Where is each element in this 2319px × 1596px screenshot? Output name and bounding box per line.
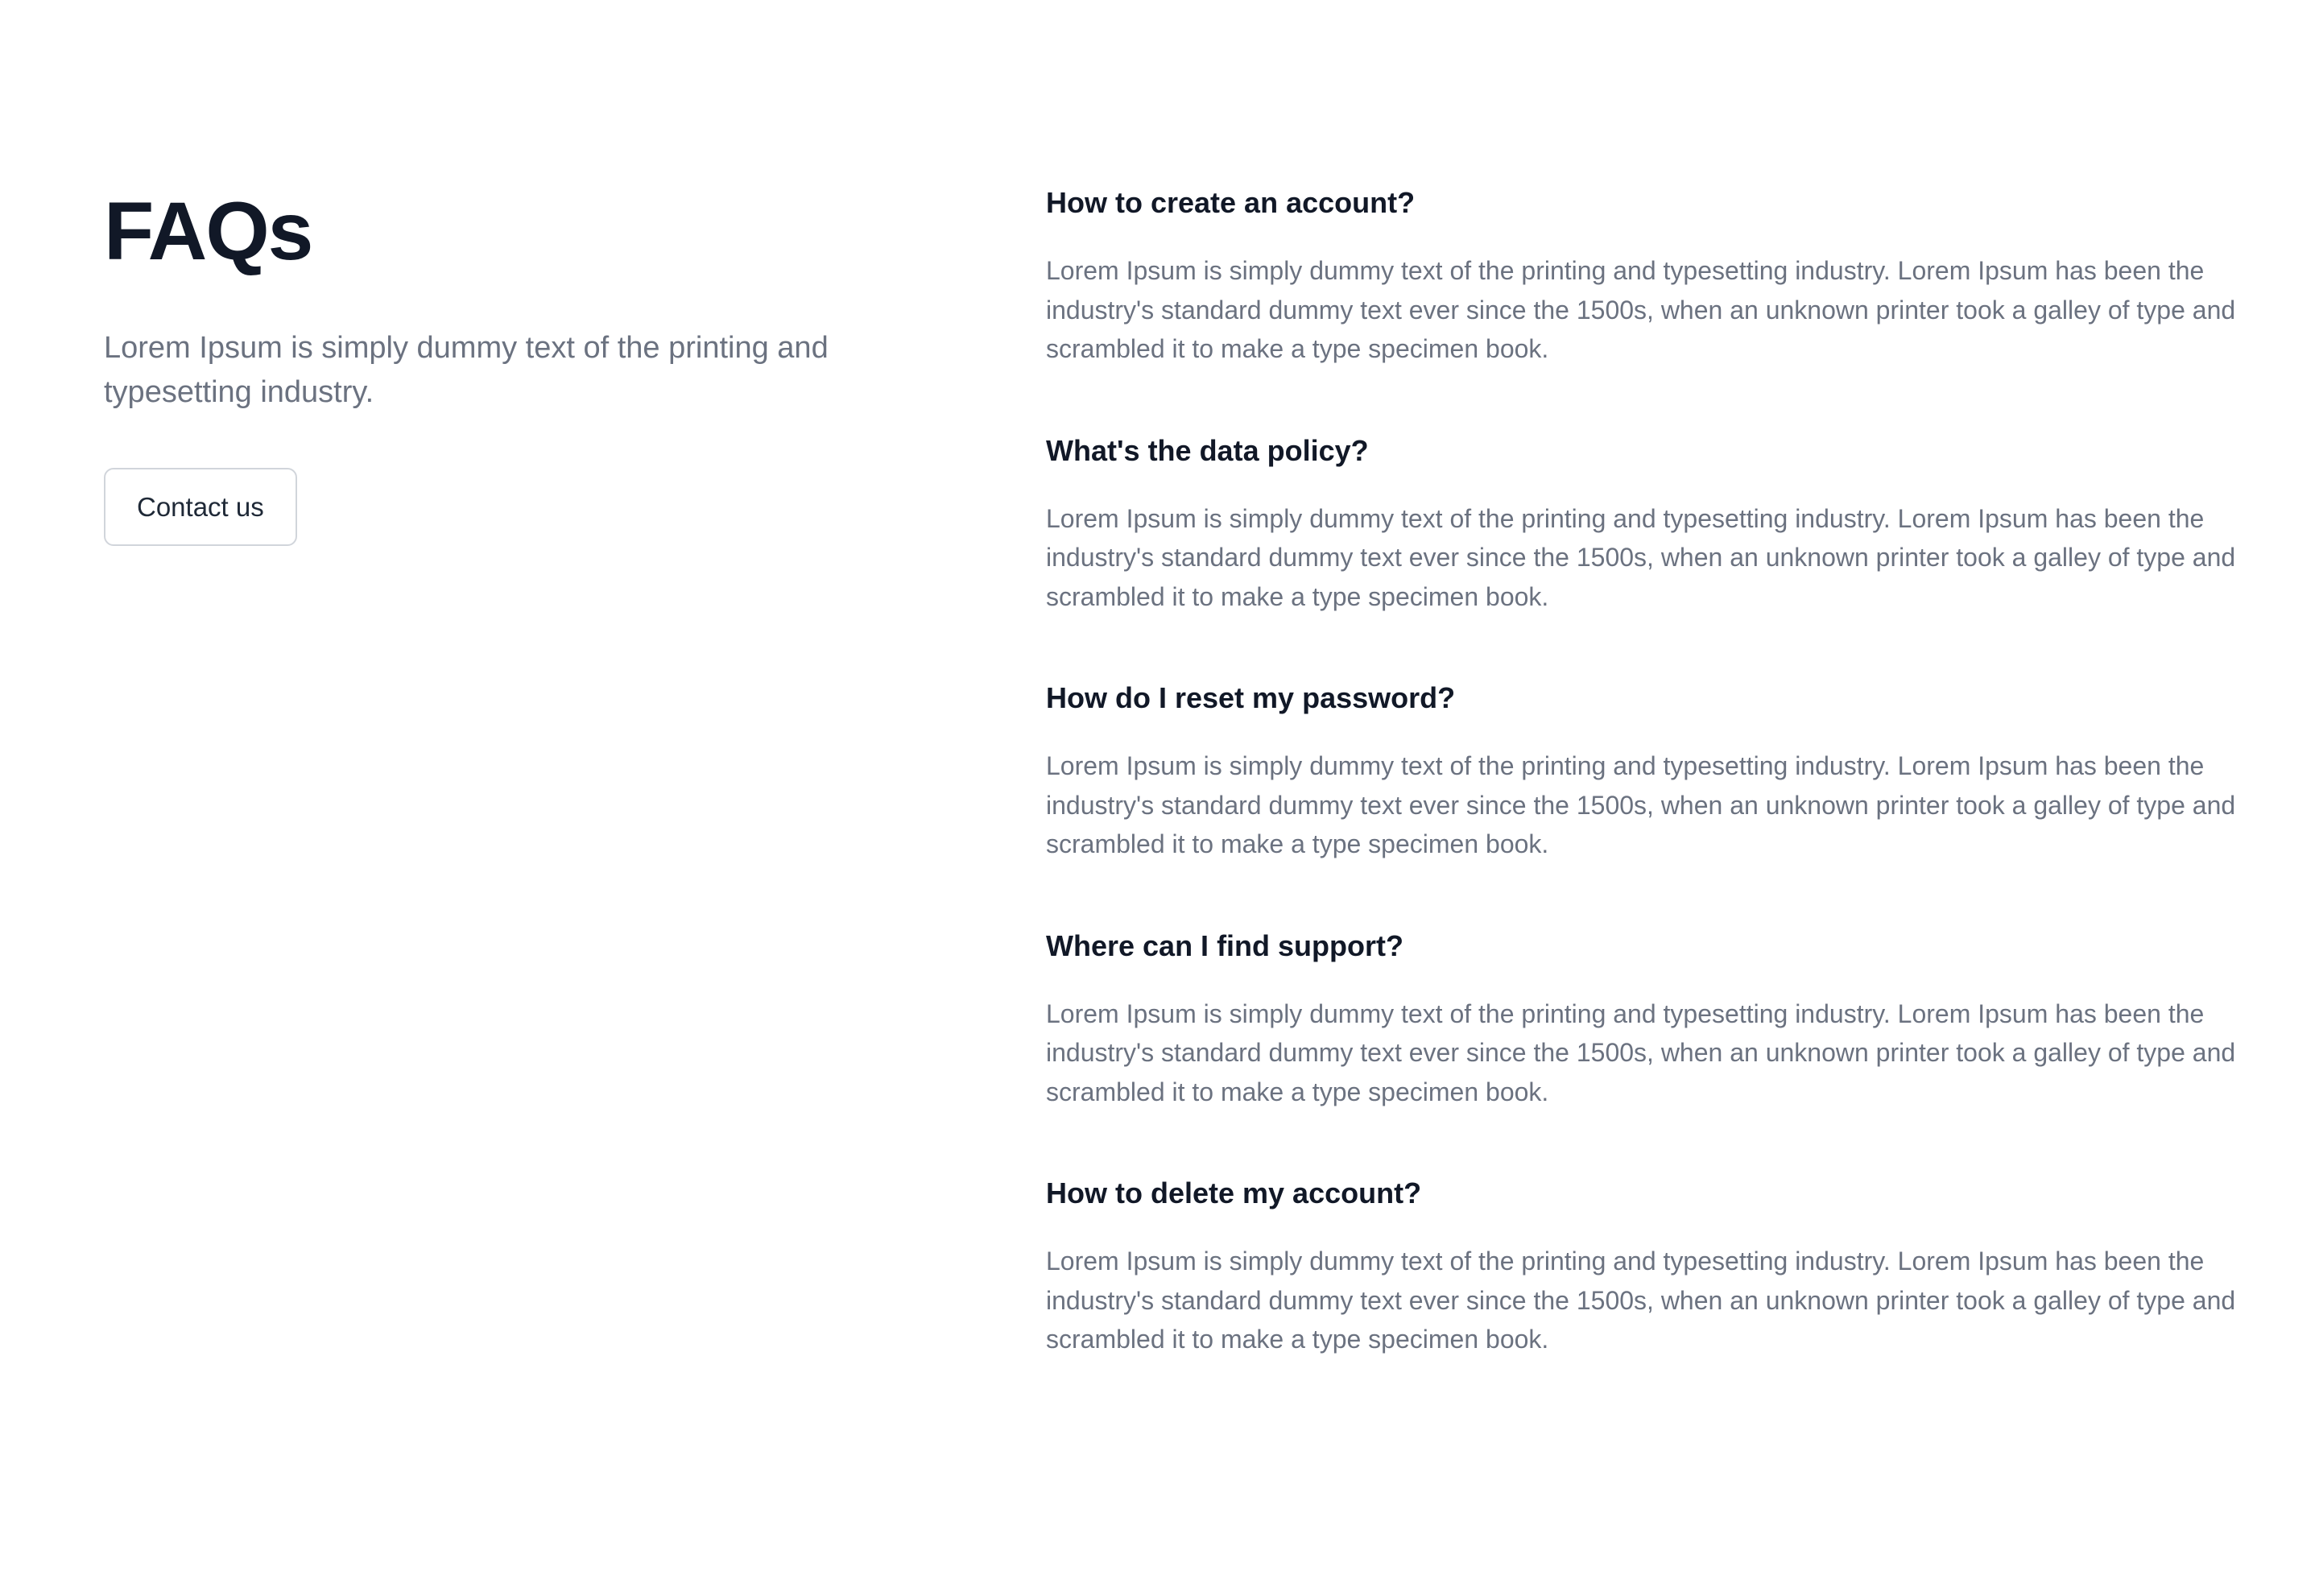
faq-answer: Lorem Ipsum is simply dummy text of the printing and typesetting industry. Lorem Ipsum has been the industry's standard dummy text ever since the 1500s, when an unknown printer took a galley of type and scrambled it to make a type specimen book. xyxy=(1046,256,2236,363)
faq-question: How to create an account? xyxy=(1046,186,1416,219)
faq-answer: Lorem Ipsum is simply dummy text of the printing and typesetting industry. Lorem Ipsum has been the industry's standard dummy text ever since the 1500s, when an unknown printer took a galley of type and scrambled it to make a type specimen book. xyxy=(1046,751,2236,858)
faq-item-create-account xyxy=(1046,185,2238,369)
faq-question: Where can I find support? xyxy=(1046,928,1404,962)
faq-answer: Lorem Ipsum is simply dummy text of the printing and typesetting industry. Lorem Ipsum has been the industry's standard dummy text ever since the 1500s, when an unknown printer took a galley of type and scrambled it to make a type specimen book. xyxy=(1046,503,2236,611)
page-intro-text: Lorem Ipsum is simply dummy text of the printing and typesetting industry. xyxy=(104,331,829,409)
faq-question: How to delete my account? xyxy=(1046,1176,1422,1209)
faq-item-data-policy xyxy=(1046,433,2238,617)
contact-us-button[interactable]: Contact us xyxy=(104,468,297,546)
faq-answer: Lorem Ipsum is simply dummy text of the printing and typesetting industry. Lorem Ipsum has been the industry's standard dummy text ever since the 1500s, when an unknown printer took a galley of type and scrambled it to make a type specimen book. xyxy=(1046,999,2236,1106)
faq-answer: Lorem Ipsum is simply dummy text of the printing and typesetting industry. Lorem Ipsum has been the industry's standard dummy text ever since the 1500s, when an unknown printer took a galley of type and scrambled it to make a type specimen book. xyxy=(1046,1247,2236,1354)
faq-item-find-support xyxy=(1046,928,2238,1112)
page-title: FAQs xyxy=(104,185,312,277)
faq-list xyxy=(1046,185,2238,1424)
faq-item-reset-password xyxy=(1046,680,2238,864)
faq-item-delete-account xyxy=(1046,1176,2238,1359)
faq-question: How do I reset my password? xyxy=(1046,681,1456,714)
faq-intro-section xyxy=(104,181,877,546)
faq-question: What's the data policy? xyxy=(1046,433,1369,467)
